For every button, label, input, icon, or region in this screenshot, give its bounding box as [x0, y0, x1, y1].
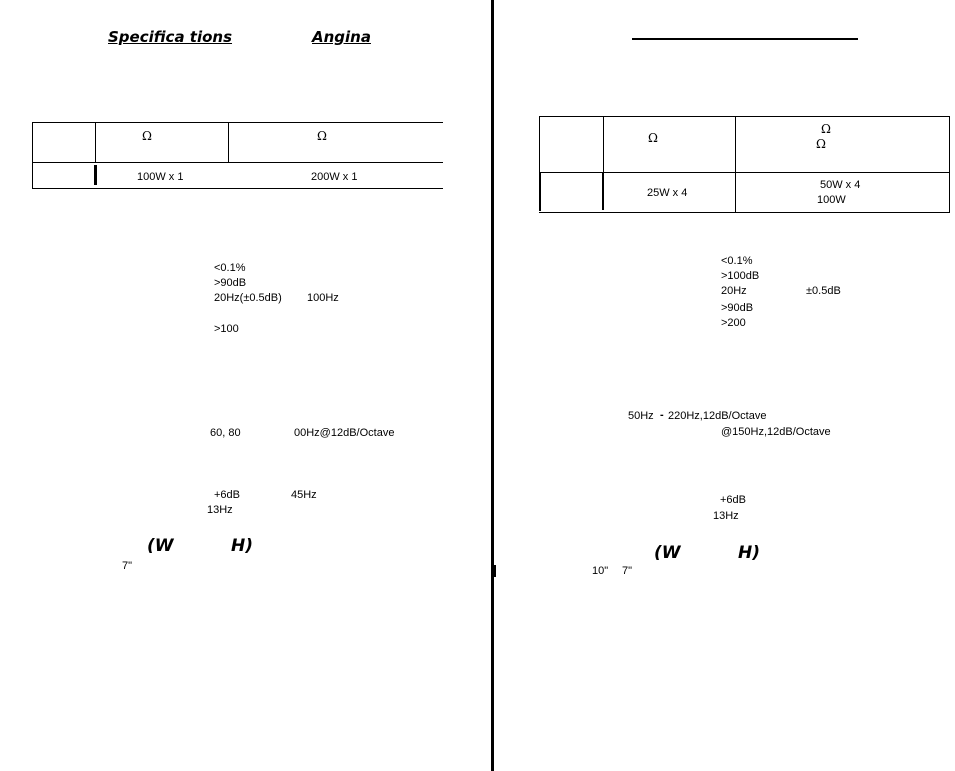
right-header-ohm-2: Ω	[821, 122, 831, 136]
left-table-left-border	[32, 122, 33, 188]
right-spec-snr: >100dB	[721, 270, 760, 282]
left-spec-snr: >90dB	[214, 277, 247, 289]
left-crossover-values: 60, 80	[210, 427, 241, 439]
left-spec-freq-low: 20Hz(±0.5dB)	[214, 292, 282, 304]
right-table-right-border	[949, 116, 950, 213]
right-cell-power-2: 50W x 4	[820, 179, 861, 191]
left-crossover-slope: 00Hz@12dB/Octave	[294, 427, 395, 439]
right-table-col-divider-2	[735, 116, 736, 213]
right-cell-power-1: 25W x 4	[647, 187, 688, 199]
divider-tick	[494, 565, 496, 577]
right-spec-damping: >200	[721, 317, 746, 329]
left-spec-thd: <0.1%	[214, 262, 246, 274]
left-dimension-w: (W	[147, 536, 174, 556]
right-title-underline	[632, 38, 858, 40]
left-table-row-divider-thick	[94, 165, 97, 185]
left-dimension-h: H)	[231, 536, 253, 556]
right-table-bottom-border	[539, 212, 950, 213]
right-table-col-divider-1-thick	[602, 173, 604, 210]
left-title-specifications: Specifica tions	[108, 28, 233, 46]
right-crossover-low: 50Hz	[628, 410, 654, 422]
left-cell-power-2: 200W x 1	[311, 171, 358, 183]
right-crossover-high: 220Hz,12dB/Octave	[668, 410, 767, 422]
right-header-ohm-1: Ω	[648, 131, 658, 145]
left-bass-boost: +6dB	[214, 489, 240, 501]
right-dimension-h: H)	[738, 543, 760, 563]
left-table-col-divider-2	[228, 122, 229, 162]
right-subsonic-freq: 13Hz	[713, 510, 739, 522]
right-spec-separation: >90dB	[721, 302, 754, 314]
page-divider	[491, 0, 494, 771]
left-spec-damping: >100	[214, 323, 239, 335]
left-title-model: Angina	[312, 28, 371, 46]
left-dimension-value: 7"	[122, 560, 133, 572]
right-table-left-border	[539, 116, 540, 172]
right-bass-boost: +6dB	[720, 494, 746, 506]
right-dimension-value-1: 10"	[592, 565, 609, 577]
left-spec-freq-high: 100Hz	[307, 292, 339, 304]
left-header-ohm-2: Ω	[317, 129, 327, 143]
right-header-ohm-3: Ω	[816, 137, 826, 151]
left-table-col-divider-1	[95, 122, 96, 162]
left-header-ohm-1: Ω	[142, 129, 152, 143]
right-spec-freq-low: 20Hz	[721, 285, 747, 297]
left-cell-power-1: 100W x 1	[137, 171, 184, 183]
right-spec-thd: <0.1%	[721, 255, 753, 267]
right-table-top-border	[539, 116, 950, 117]
right-crossover-dash: -	[660, 409, 664, 421]
right-spec-freq-tolerance: ±0.5dB	[806, 285, 841, 297]
right-crossover-sub: @150Hz,12dB/Octave	[721, 426, 831, 438]
right-dimension-value-2: 7"	[622, 565, 633, 577]
left-bass-boost-freq: 45Hz	[291, 489, 317, 501]
right-table-col-divider-1	[603, 116, 604, 172]
right-dimension-w: (W	[654, 543, 681, 563]
right-table-header-border	[539, 172, 950, 173]
left-table-header-border	[32, 162, 443, 163]
left-table-top-border	[32, 122, 443, 123]
right-table-left-border-thick	[539, 173, 541, 211]
left-subsonic-freq: 13Hz	[207, 504, 233, 516]
left-table-bottom-border	[32, 188, 443, 189]
right-cell-power-3: 100W	[817, 194, 846, 206]
